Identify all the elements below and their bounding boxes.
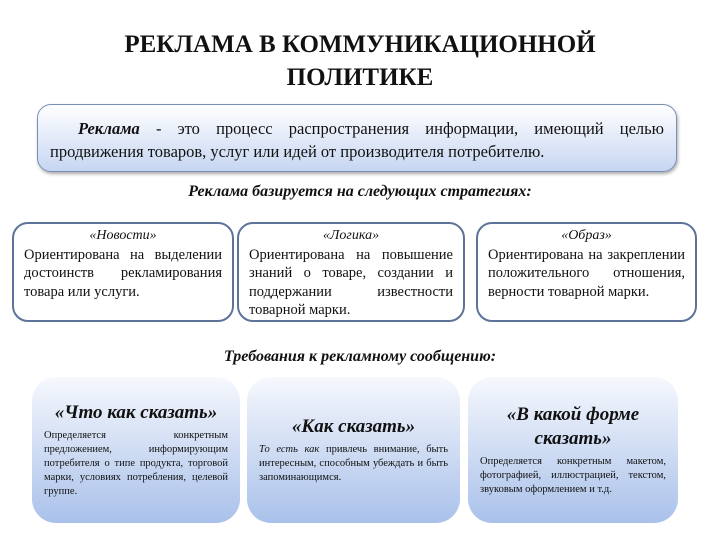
slide-title bbox=[0, 28, 720, 94]
requirement-lead: То есть как bbox=[259, 444, 320, 455]
requirement-text: привлечь внимание, быть интересным, способным убеждать и быть запоминающимся. bbox=[259, 444, 448, 483]
title-line-2: ПОЛИТИКЕ bbox=[286, 64, 434, 91]
requirements-heading: Требования к рекламному сообщению: bbox=[223, 348, 497, 365]
requirement-card-form bbox=[468, 377, 678, 523]
strategy-text: Ориентирована на закреплении положительного отношения, верности товарной марки. bbox=[488, 246, 685, 300]
strategy-title: «Образ» bbox=[561, 228, 612, 243]
requirement-title: «Как сказать» bbox=[291, 416, 416, 437]
strategy-text: Ориентирована на выделении достоинств рекламирования товара или услуги. bbox=[24, 246, 222, 300]
requirement-card-how bbox=[247, 377, 460, 523]
requirement-title: «В какой форме сказать» bbox=[506, 404, 640, 449]
strategy-text: Ориентирована на повышение знаний о товаре, создании и поддержании известности товарной марки. bbox=[249, 246, 453, 318]
strategy-card-logic bbox=[237, 222, 465, 322]
strategies-heading: Реклама базируется на следующих стратегиях: bbox=[188, 183, 532, 200]
definition-term: Реклама bbox=[78, 119, 140, 138]
strategy-card-image bbox=[476, 222, 697, 322]
title-line-1: РЕКЛАМА В КОММУНИКАЦИОННОЙ bbox=[124, 31, 596, 58]
requirement-text: Определяется конкретным макетом, фотографией, иллюстрацией, текстом, звуковым оформлением и т.д. bbox=[480, 456, 666, 495]
requirement-text: Определяется конкретным предложением, информирующим потребителя о типе продукта, торговой марки, условиях потребления, целевой группе. bbox=[44, 430, 228, 497]
strategy-title: «Логика» bbox=[322, 228, 380, 243]
definition-box bbox=[37, 104, 677, 172]
requirement-card-what bbox=[32, 377, 240, 523]
requirement-title: «Что как сказать» bbox=[54, 402, 218, 423]
definition-text: - это процесс распространения информации, имеющий целью продвижения товаров, услуг или идей от производителя потребителю. bbox=[50, 119, 664, 161]
strategy-title: «Новости» bbox=[89, 228, 157, 243]
strategy-card-news bbox=[12, 222, 234, 322]
